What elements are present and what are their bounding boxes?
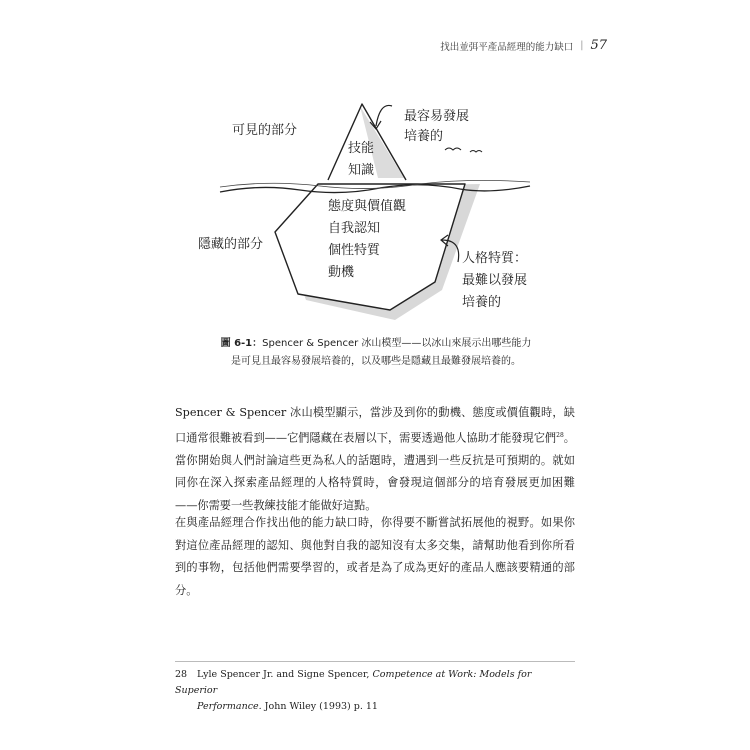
bird-2-icon — [470, 151, 482, 153]
header-separator: | — [580, 40, 584, 51]
caption-label: 圖 6-1： — [220, 338, 263, 349]
body-paragraph-1 — [175, 402, 575, 517]
below-water-item: 動機 — [328, 265, 355, 280]
label-hardest-3: 培養的 — [462, 295, 502, 310]
footnote-number: 28 — [175, 669, 188, 680]
below-water-item: 自我認知 — [328, 221, 381, 236]
chapter-title: 找出並弭平產品經理的能力缺口 — [440, 41, 574, 53]
label-easiest-1: 最容易發展 — [404, 109, 470, 124]
iceberg-figure — [180, 92, 560, 322]
footnote-line-1 — [175, 667, 575, 699]
footnote-text-a: Lyle Spencer Jr. and Signe Spencer, — [197, 669, 373, 680]
body-paragraph-2: 在與產品經理合作找出他的能力缺口時，你得要不斷嘗試拓展他的視野。如果你對這位產品經理的認知、與他對自我的認知沒有太多交集，請幫助他看到你所看到的事物，包括他們需要學習的，或者是為了成為更好的產品人應該要精通的部分。 — [175, 516, 575, 597]
p1-text-a: Spencer & Spencer 冰山模型顯示，當涉及到你的動機、態度或價值觀時，缺口通常很難被看到——它們隱藏在表層以下，需要透過他人協助才能發現它們 — [175, 406, 575, 445]
label-hardest-2: 最難以發展 — [462, 273, 528, 288]
label-visible: 可見的部分 — [232, 123, 298, 138]
page-number: 57 — [590, 38, 607, 53]
below-water-item: 個性特質 — [328, 243, 381, 258]
label-hardest-1: 人格特質： — [462, 251, 528, 266]
label-easiest-2: 培養的 — [404, 129, 444, 144]
footnote-title-b: Performance — [197, 701, 259, 712]
bird-1-icon — [445, 148, 461, 150]
figure-caption — [176, 335, 576, 371]
p1-text-b: 。當你開始與人們討論這些更為私人的話題時，遭遇到一些反抗是可預期的。就如同你在深入探索產品經理的人格特質時，會發現這個部分的培育發展更加困難——你需要一些教練技能才能做好這點。 — [175, 431, 575, 512]
footnote-line-2 — [175, 699, 575, 715]
caption-text-2: 是可見且最容易發展培養的，以及哪些是隱藏且最難發展培養的。 — [231, 356, 521, 367]
footnote-rule — [175, 661, 575, 662]
below-water-item: 態度與價值觀 — [328, 199, 407, 214]
running-header — [440, 38, 607, 53]
arrow-to-tip-icon — [376, 105, 392, 126]
footnote-title-a: Competence at Work: Models for Superior — [175, 669, 532, 696]
label-hidden: 隱藏的部分 — [198, 237, 264, 252]
caption-line-1 — [176, 335, 576, 353]
footnote — [175, 667, 575, 715]
above-water-item: 知識 — [348, 163, 375, 178]
footnote-text-b: . John Wiley (1993) p. 11 — [258, 701, 378, 712]
footnote-ref[interactable]: 28 — [556, 431, 564, 439]
above-water-item: 技能 — [348, 141, 375, 156]
caption-text-1: Spencer & Spencer 冰山模型——以冰山來展示出哪些能力 — [262, 338, 532, 349]
